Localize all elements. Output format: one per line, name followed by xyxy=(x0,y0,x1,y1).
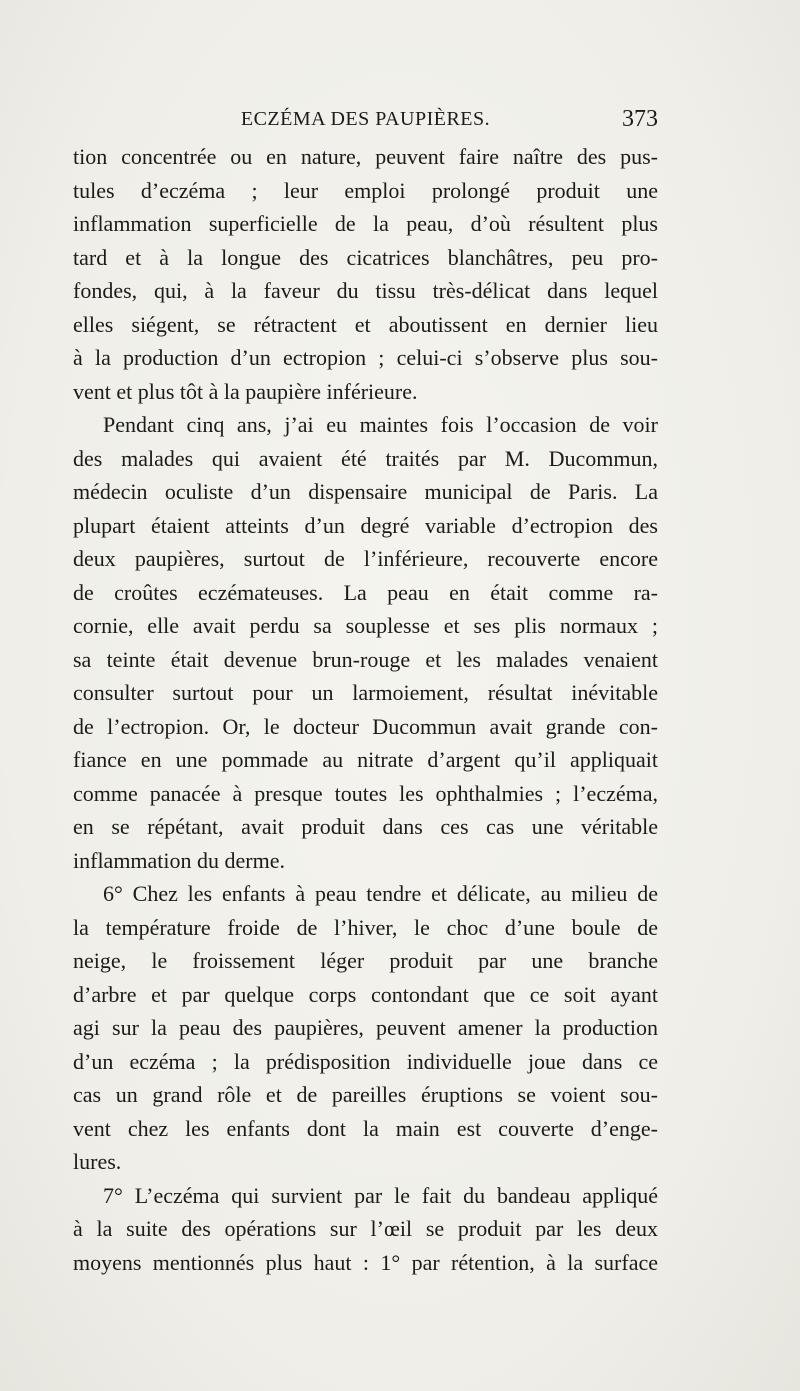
text-line: elles siégent, se rétractent et aboutissent en dernier lieu xyxy=(73,311,658,337)
text-line: comme panacée à presque toutes les ophthalmies ; l’eczéma, xyxy=(73,780,658,806)
text-line: cornie, elle avait perdu sa souplesse et ses plis normaux ; xyxy=(73,613,658,638)
text-line: à la production d’un ectropion ; celui-ci s’observe plus sou- xyxy=(73,345,658,370)
text-line: inflammation du derme. xyxy=(73,847,285,873)
text-line: vent et plus tôt à la paupière inférieure. xyxy=(73,378,418,404)
text-line: d’un eczéma ; la prédisposition individuelle joue dans ce xyxy=(73,1048,658,1074)
text-line: plupart étaient atteints d’un degré variable d’ectropion des xyxy=(73,512,658,538)
text-line: tion concentrée ou en nature, peuvent faire naître des pus- xyxy=(73,144,658,169)
text-line: consulter surtout pour un larmoiement, résultat inévitable xyxy=(73,680,658,705)
text-line: inflammation superficielle de la peau, d’où résultent plus xyxy=(73,211,658,236)
text-line: deux paupières, surtout de l’inférieure, recouverte encore xyxy=(73,546,658,571)
text-line: cas un grand rôle et de pareilles éruptions se voient sou- xyxy=(73,1082,658,1107)
text-line: 7° L’eczéma qui survient par le fait du bandeau appliqué xyxy=(103,1182,658,1208)
text-line: Pendant cinq ans, j’ai eu maintes fois l’occasion de voir xyxy=(103,412,658,437)
text-line: tules d’eczéma ; leur emploi prolongé produit une xyxy=(73,177,658,203)
text-line: de l’ectropion. Or, le docteur Ducommun avait grande con- xyxy=(73,713,658,739)
text-line: d’arbre et par quelque corps contondant que ce soit ayant xyxy=(73,981,658,1007)
text-line: 6° Chez les enfants à peau tendre et délicate, au milieu de xyxy=(103,881,658,906)
page-number: 373 xyxy=(622,106,658,132)
text-line: moyens mentionnés plus haut : 1° par rétention, à la surface xyxy=(73,1249,658,1275)
text-line: sa teinte était devenue brun-rouge et les malades venaient xyxy=(73,646,658,672)
text-line: fondes, qui, à la faveur du tissu très-délicat dans lequel xyxy=(73,278,658,303)
text-line: neige, le froissement léger produit par une branche xyxy=(73,948,658,973)
text-line: la température froide de l’hiver, le choc d’une boule de xyxy=(73,914,658,940)
running-title: ECZÉMA DES PAUPIÈRES. xyxy=(240,108,491,130)
text-line: vent chez les enfants dont la main est couverte d’enge- xyxy=(73,1115,658,1141)
text-line: de croûtes eczémateuses. La peau en était comme ra- xyxy=(73,579,658,605)
text-line: médecin oculiste d’un dispensaire municipal de Paris. La xyxy=(73,479,658,504)
body-text xyxy=(73,140,658,1279)
text-line: lures. xyxy=(73,1149,122,1174)
text-line: en se répétant, avait produit dans ces cas une véritable xyxy=(73,814,658,839)
text-line: des malades qui avaient été traités par M. Ducommun, xyxy=(73,445,658,471)
text-line: à la suite des opérations sur l’œil se produit par les deux xyxy=(73,1216,658,1241)
text-line: tard et à la longue des cicatrices blanchâtres, peu pro- xyxy=(73,244,658,270)
text-line: agi sur la peau des paupières, peuvent amener la production xyxy=(73,1015,658,1040)
running-header xyxy=(73,106,658,136)
text-line: fiance en une pommade au nitrate d’argent qu’il appliquait xyxy=(73,747,658,772)
